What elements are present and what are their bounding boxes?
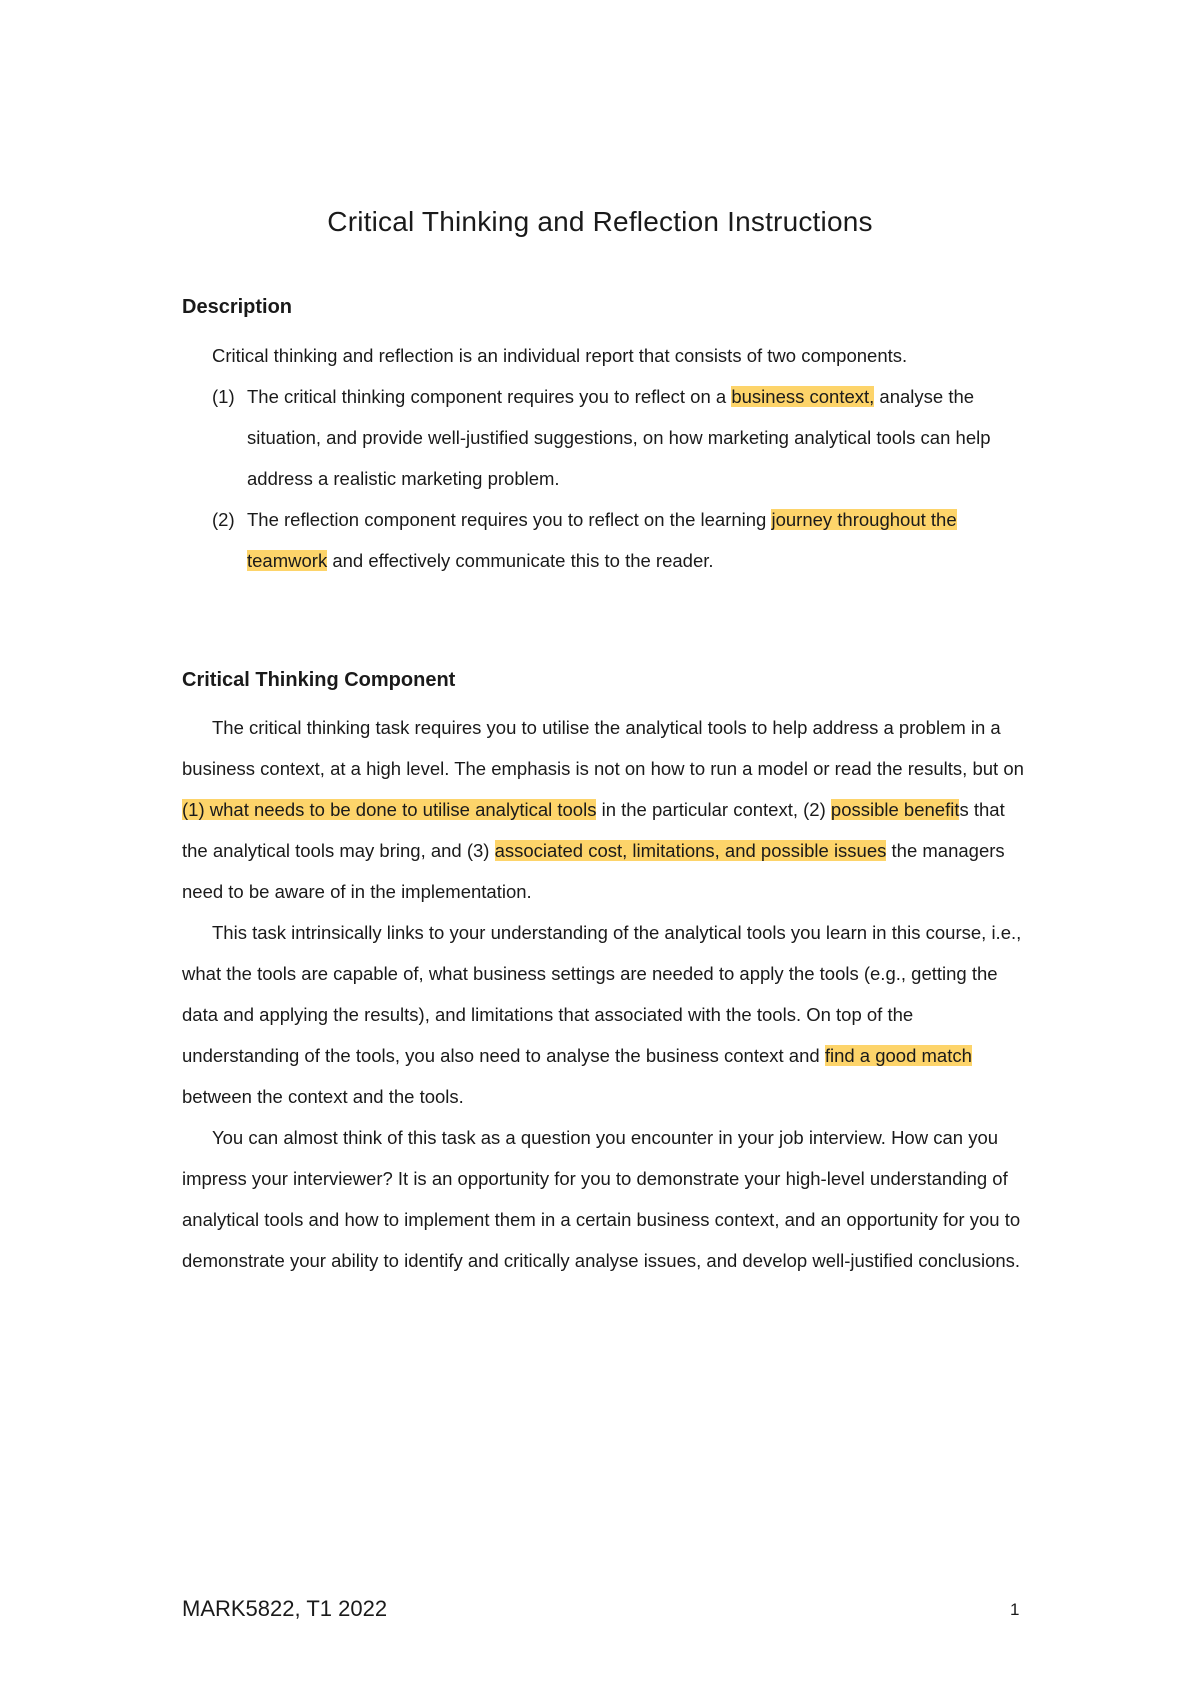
critical-paragraph-3: You can almost think of this task as a question you encounter in your job interview. How can you impress your interviewer? It is an opportunity for you to demonstrate your high-level understanding of analytical tools and how to implement them in a certain business context, and an opportunity for you to demonstrate your ability to identify and critically analyse issues, and develop well-justified conclusions. xyxy=(182,1127,1021,1271)
highlighted-text: associated cost, limitations, and possible issues xyxy=(494,840,887,861)
highlighted-text: business context, xyxy=(731,386,875,407)
list-item-text: analyse the situation, and provide well-justified suggestions, on how marketing analytical tools can help address a realistic marketing problem. xyxy=(247,386,991,489)
list-item xyxy=(212,376,1024,499)
page-number: 1 xyxy=(1010,1600,1020,1619)
highlighted-text: (1) what needs to be done to utilise analytical tools xyxy=(182,799,597,820)
critical-paragraph-1 xyxy=(182,707,1024,912)
paragraph-text: This task intrinsically links to your understanding of the analytical tools you learn in this course, i.e., what the tools are capable of, what business settings are needed to apply the tools (e.g., getting the data and applying the results), and limitations that associated with the tools. On top of the understanding of the tools, you also need to analyse the business context and xyxy=(182,922,1022,1066)
components-list xyxy=(212,376,1024,581)
paragraph-text: between the context and the tools. xyxy=(182,1086,464,1107)
list-item-text: and effectively communicate this to the reader. xyxy=(327,550,714,571)
description-intro: Critical thinking and reflection is an individual report that consists of two components. xyxy=(212,345,908,366)
highlighted-text: journey throughout the teamwork xyxy=(247,509,957,571)
highlighted-text: possible benefit xyxy=(830,799,960,820)
description-heading: Description xyxy=(182,296,293,318)
highlighted-text: find a good match xyxy=(824,1045,972,1066)
paragraph-text: The critical thinking task requires you to utilise the analytical tools to help address a problem in a business context, at a high level. The emphasis is not on how to run a model or read the results, but on xyxy=(182,717,1024,779)
list-item-number: (1) xyxy=(212,386,235,407)
critical-paragraph-2 xyxy=(182,912,1024,1117)
list-item-number: (2) xyxy=(212,509,235,530)
critical-thinking-heading: Critical Thinking Component xyxy=(182,669,456,691)
footer-course: MARK5822, T1 2022 xyxy=(182,1596,388,1621)
paragraph-text: s that the analytical tools may bring, and (3) xyxy=(182,799,1005,861)
list-item-text: The critical thinking component requires you to reflect on a xyxy=(247,386,732,407)
paragraph-text: in the particular context, (2) xyxy=(596,799,831,820)
document-title: Critical Thinking and Reflection Instructions xyxy=(327,206,873,237)
paragraph-text: the managers need to be aware of in the implementation. xyxy=(182,840,1005,902)
list-item-text: The reflection component requires you to reflect on the learning xyxy=(247,509,772,530)
list-item xyxy=(212,499,1024,581)
